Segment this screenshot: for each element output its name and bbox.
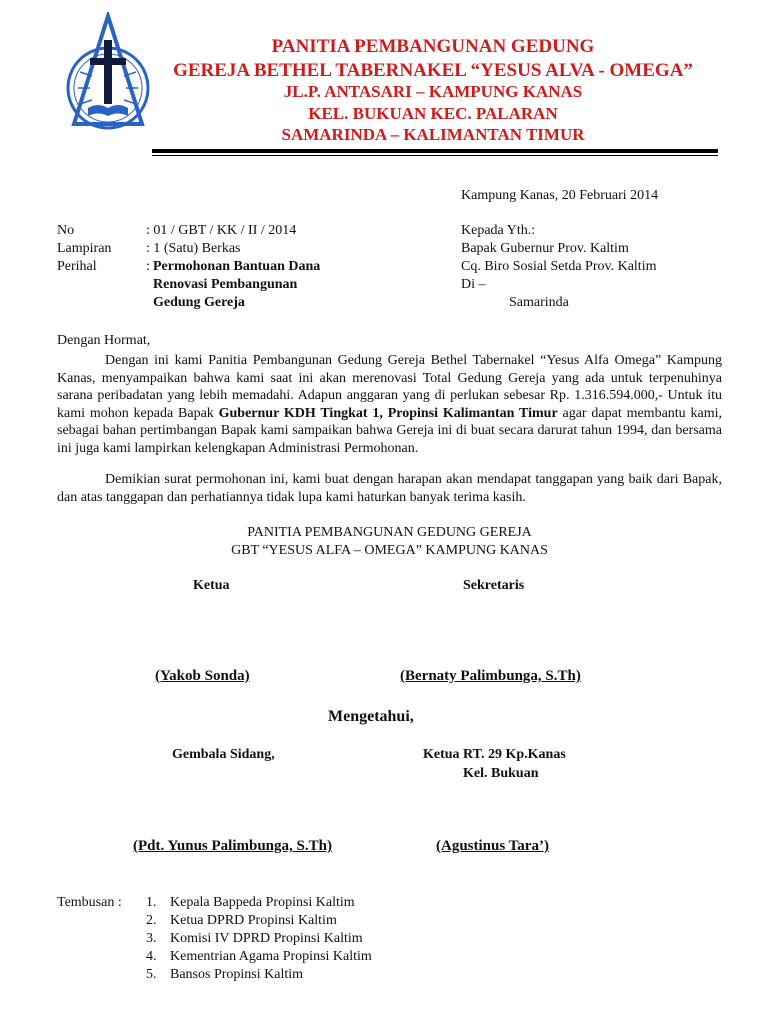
tembusan-item-number: 4. [146,949,157,964]
body-paragraph-1 [57,352,722,457]
letterhead-line-1: PANITIA PEMBANGUNAN GEDUNG [271,36,595,57]
letterhead-line-5: SAMARINDA – KALIMANTAN TIMUR [281,125,585,144]
letterhead-line-2: GEREJA BETHEL TABERNAKEL “YESUS ALVA - OMEGA” [173,60,693,81]
tembusan-item [146,931,363,947]
tembusan-item-number: 2. [146,913,157,928]
tembusan-item-number: 3. [146,931,157,946]
body-paragraph-1-part-1: Dengan ini kami Panitia Pembangunan Gedung Gereja Bethel Tabernakel “Yesus Alfa Omega” Kampung Kanas, menyampaikan bahwa kami saat ini akan merenovasi Total Gedung Gereja yang ada untuk terpenuhinya sarana peribadatan yang lebih memadahi. Adapun anggaran yang di perlukan sebesar Rp. 1.316.594.000,- Untuk itu kami mohon kepada Bapak [57,353,722,421]
date-line: Kampung Kanas, 20 Februari 2014 [461,188,659,203]
logo-cross-vertical [104,40,112,104]
church-logo [62,12,154,134]
tembusan-item [146,949,372,965]
perihal-line-2: Renovasi Pembangunan [153,277,298,292]
committee-line-2: GBT “YESUS ALFA – OMEGA” KAMPUNG KANAS [231,543,548,558]
sekretaris-label: Sekretaris [463,578,525,593]
tembusan-item-text: Komisi IV DPRD Propinsi Kaltim [170,931,363,946]
perihal-colon: : [146,259,150,274]
ketua-signature-name: (Yakob Sonda) [155,668,250,684]
rt-signature-name: (Agustinus Tara’) [436,838,549,854]
tembusan-item-text: Ketua DPRD Propinsi Kaltim [170,913,337,928]
recipient-line-1: Kepada Yth.: [461,223,536,238]
recipient-line-3: Cq. Biro Sosial Setda Prov. Kaltim [461,259,657,274]
no-value: : 01 / GBT / KK / II / 2014 [146,223,297,238]
perihal-line-1: Permohonan Bantuan Dana [153,259,321,274]
body-paragraph-1-part-2: agar dapat membantu kami, sebagai bahan pertimbangan Bapak kami sampaikan bahwa Gereja ini di buat secara darurat tahun 1994, dan bersama ini juga kami lampirkan kelengkapan Administrasi Permohonan. [57,405,723,456]
ketua-label: Ketua [193,578,230,593]
rt-label-line-1: Ketua RT. 29 Kp.Kanas [423,747,566,762]
perihal-line-3: Gedung Gereja [153,295,245,310]
letterhead-line-4: KEL. BUKUAN KEC. PALARAN [308,104,558,123]
letterhead-line-3: JL.P. ANTASARI – KAMPUNG KANAS [283,82,583,101]
lampiran-label: Lampiran [57,241,112,256]
no-label: No [57,223,75,238]
letterhead-rule-thin [152,155,718,156]
recipient-line-4: Di – [461,277,486,292]
gembala-signature-name: (Pdt. Yunus Palimbunga, S.Th) [133,838,332,854]
salutation: Dengan Hormat, [57,333,151,348]
committee-line-1: PANITIA PEMBANGUNAN GEDUNG GEREJA [247,525,532,540]
mengetahui-heading: Mengetahui, [328,708,414,725]
tembusan-item [146,913,337,929]
logo-cross-horizontal [90,58,126,65]
tembusan-item-number: 5. [146,967,157,982]
gembala-label: Gembala Sidang, [172,747,275,762]
rt-label-line-2: Kel. Bukuan [463,766,539,781]
tembusan-item [146,895,355,911]
letterhead-rule-thick [152,149,718,153]
tembusan-item [146,967,303,983]
tembusan-item-text: Kementrian Agama Propinsi Kaltim [170,949,372,964]
body-paragraph-1-bold: Gubernur KDH Tingkat 1, Propinsi Kalimantan Timur [218,405,558,421]
logo-book [88,105,128,116]
tembusan-label: Tembusan : [57,895,122,910]
tembusan-item-text: Kepala Bappeda Propinsi Kaltim [170,895,355,910]
recipient-line-2: Bapak Gubernur Prov. Kaltim [461,241,629,256]
recipient-line-5: Samarinda [509,295,569,310]
body-paragraph-2: Demikian surat permohonan ini, kami buat dengan harapan akan mendapat tanggapan yang baik dari Bapak, dan atas tanggapan dan perhatiannya tidak lupa kami haturkan banyak terima kasih. [57,472,722,505]
tembusan-item-text: Bansos Propinsi Kaltim [170,967,304,982]
tembusan-item-number: 1. [146,895,157,910]
perihal-label: Perihal [57,259,97,274]
sekretaris-signature-name: (Bernaty Palimbunga, S.Th) [400,668,581,684]
lampiran-value: : 1 (Satu) Berkas [146,241,241,256]
